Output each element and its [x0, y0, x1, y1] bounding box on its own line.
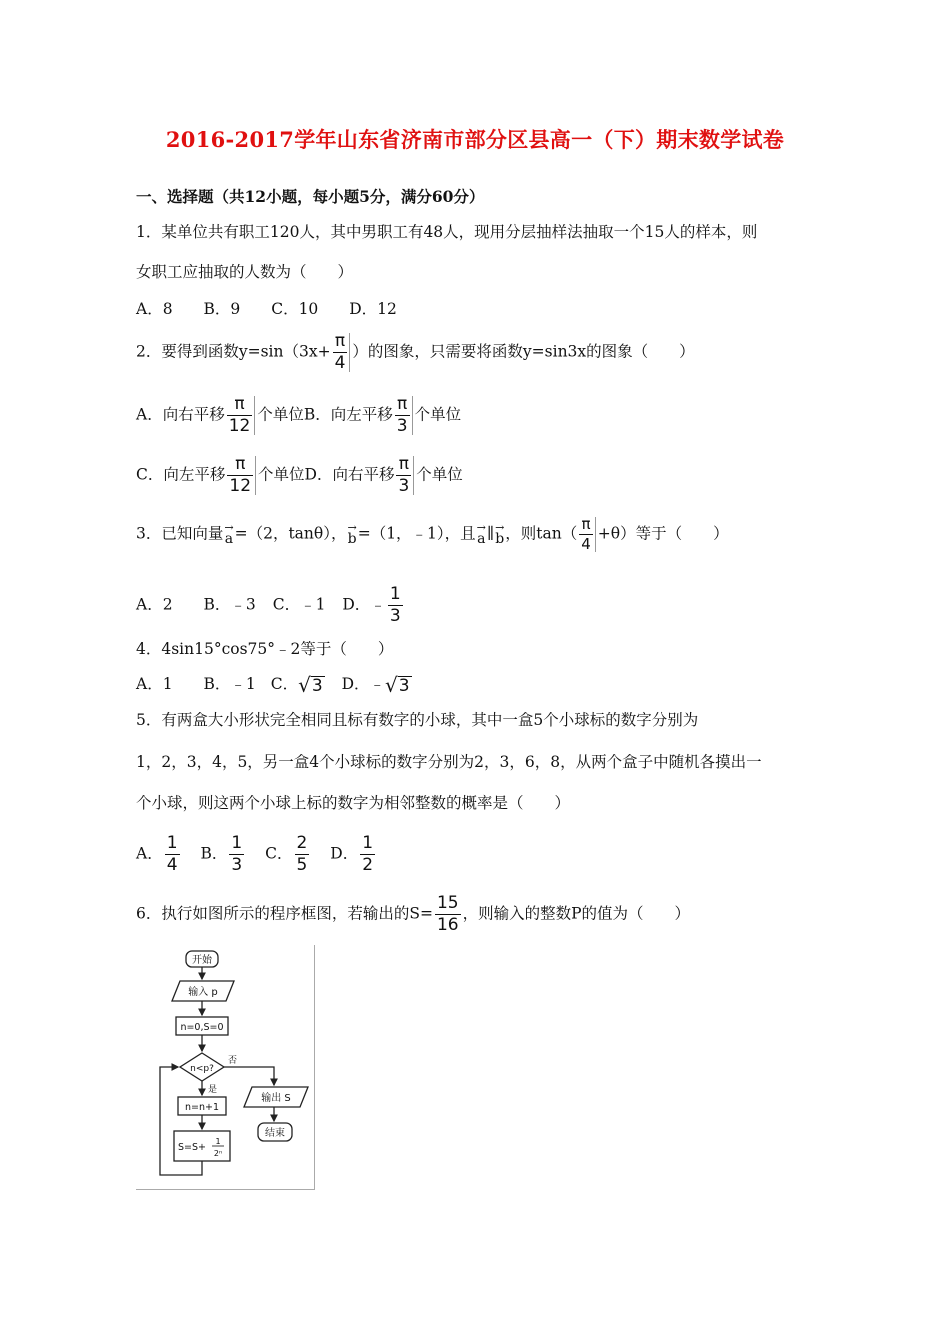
condition-label: n<p?	[190, 1064, 214, 1074]
q3-vector-a-value: =（2，tanθ），	[234, 524, 347, 543]
q5-option-c-fraction	[295, 835, 310, 874]
parallel-symbol: ∥	[486, 524, 495, 543]
question-3-options	[136, 586, 405, 625]
q4-option-c: C．	[270, 675, 299, 693]
question-5-line-3: 个小球，则这两个小球上标的数字为相邻整数的概率是（ ）	[136, 794, 571, 812]
frac-den: 3	[231, 855, 243, 875]
step-sum-numerator: 1	[215, 1137, 221, 1146]
radicand: 3	[311, 676, 323, 696]
frac-num: 1	[362, 833, 374, 853]
frac-num: π	[334, 331, 346, 351]
frac-num: 15	[436, 893, 459, 913]
frac-den: 4	[334, 353, 346, 373]
frac-num: π	[397, 394, 408, 414]
q3-option-d: D．﹣	[342, 595, 386, 614]
no-label: 否	[228, 1056, 238, 1066]
q2-option-d: D．向右平移	[304, 465, 395, 484]
q3-option-c: C．﹣1	[272, 595, 326, 614]
step-sum-label: S=S+	[178, 1142, 206, 1153]
step-sum-denominator: 2ⁿ	[213, 1149, 223, 1158]
frac-num: 2	[296, 833, 308, 853]
q4-option-d: D．﹣	[341, 675, 386, 693]
question-4-options	[136, 674, 412, 695]
frac-den: 3	[389, 606, 401, 626]
question-6-stem	[136, 895, 690, 934]
q4-option-b: B．﹣1	[203, 675, 256, 693]
question-1-options	[136, 299, 397, 319]
frac-num: π	[398, 454, 409, 474]
q3-option-d-fraction	[388, 586, 403, 625]
frac-den: 4	[581, 535, 591, 553]
section-heading: 一、选择题（共12小题，每小题5分，满分60分）	[136, 187, 485, 206]
question-5-line-1: 5．有两盒大小形状完全相同且标有数字的小球，其中一盒5个小球标的数字分别为	[136, 711, 699, 729]
q5-option-c: C．	[265, 844, 293, 863]
q3-option-a: A．2	[136, 595, 173, 614]
question-4-stem: 4．4sin15°cos75°﹣2等于（ ）	[136, 640, 394, 658]
q1-option-a: A．8	[136, 300, 173, 318]
question-2-options-cd	[136, 456, 463, 495]
q5-option-b-fraction	[229, 835, 244, 874]
q2-option-b-fraction	[395, 396, 413, 435]
program-flowchart	[136, 945, 315, 1190]
frac-num: π	[235, 454, 246, 474]
q2-option-c: C．向左平移	[136, 465, 226, 484]
q2-fraction	[333, 333, 351, 372]
question-2-stem	[136, 333, 695, 372]
frac-den: 5	[296, 855, 308, 875]
init-label: n=0,S=0	[180, 1022, 224, 1033]
q2-option-b-unit: 个单位	[414, 405, 462, 424]
question-2-options-ab	[136, 396, 461, 435]
vector-a-label: a	[477, 531, 486, 547]
frac-den: 12	[229, 476, 252, 496]
frac-num: 1	[166, 833, 178, 853]
q5-option-a: A．	[136, 844, 163, 863]
question-5-line-2: 1，2，3，4，5，另一盒4个小球标的数字分别为2，3，6，8，从两个盒子中随机各摸出一	[136, 753, 762, 771]
q2-option-a-fraction	[227, 396, 256, 435]
flowchart-svg	[136, 945, 314, 1189]
q2-option-c-fraction	[227, 456, 256, 495]
frac-num: 1	[231, 833, 243, 853]
q3-vector-b-value: =（1，﹣1），且	[357, 524, 476, 543]
q5-option-a-fraction	[165, 835, 180, 874]
vector-b-label: b	[347, 531, 357, 547]
q6-stem-pre: 6．执行如图所示的程序框图，若输出的S=	[136, 904, 433, 923]
frac-den: 4	[166, 855, 178, 875]
q2-stem-post: ）的图象，只需要将函数y=sin3x的图象（ ）	[352, 342, 695, 361]
q5-option-d: D．	[330, 844, 359, 863]
q6-stem-post: ，则输入的整数P的值为（ ）	[462, 904, 691, 923]
vector-b: → b	[347, 521, 357, 547]
vector-a: → a	[224, 521, 234, 547]
frac-den: 2	[362, 855, 374, 875]
question-1-line-2: 女职工应抽取的人数为（ ）	[136, 263, 354, 281]
yes-label: 是	[208, 1085, 218, 1095]
q2-option-d-fraction	[396, 456, 414, 495]
q5-option-d-fraction	[360, 835, 375, 874]
q2-option-c-unit: 个单位	[258, 465, 305, 484]
q1-option-c: C．10	[271, 300, 319, 318]
q5-option-b: B．	[200, 844, 228, 863]
sqrt-symbol: √ 3	[298, 673, 323, 697]
vector-a-label: a	[224, 531, 234, 547]
q3-stem-pre: 3．已知向量	[136, 524, 224, 543]
q2-stem-pre: 2．要得到函数y=sin（3x+	[136, 342, 331, 361]
frac-den: 3	[398, 476, 410, 496]
end-label: 结束	[265, 1128, 285, 1139]
no-branch-arrow	[224, 1067, 274, 1085]
q3-option-b: B．﹣3	[203, 595, 256, 614]
frac-den: 12	[228, 416, 251, 436]
sqrt-symbol: √ 3	[385, 673, 410, 697]
frac-num: 1	[389, 584, 401, 604]
output-label: 输出 S	[261, 1093, 291, 1104]
page-title: 2016-2017学年山东省济南市部分区县高一（下）期末数学试卷	[165, 127, 785, 152]
vector-b-label: b	[495, 531, 505, 547]
question-5-options	[136, 835, 377, 874]
q1-option-d: D．12	[349, 300, 397, 318]
start-label: 开始	[192, 955, 212, 966]
input-label: 输入 p	[188, 987, 218, 998]
q1-option-b: B．9	[203, 300, 241, 318]
step-increment-label: n=n+1	[184, 1102, 220, 1113]
q2-option-b: B．向左平移	[303, 405, 393, 424]
q2-option-a: A．向右平移	[136, 405, 225, 424]
q3-stem-post: +θ）等于（ ）	[597, 524, 729, 543]
vector-b: → b	[495, 521, 505, 547]
radicand: 3	[398, 676, 410, 696]
frac-num: π	[234, 394, 245, 414]
frac-den: 3	[396, 416, 408, 436]
loop-back-arrow	[160, 1067, 202, 1175]
frac-num: π	[581, 515, 591, 533]
q3-fraction	[579, 517, 596, 552]
q2-option-a-unit: 个单位	[257, 405, 304, 424]
vector-a: → a	[476, 521, 486, 547]
q2-option-d-unit: 个单位	[416, 465, 463, 484]
question-1-line-1: 1．某单位共有职工120人，其中男职工有48人，现用分层抽样法抽取一个15人的样本，则	[136, 223, 758, 241]
q6-fraction	[435, 895, 461, 934]
q4-option-a: A．1	[136, 675, 173, 693]
frac-den: 16	[436, 915, 459, 935]
question-3-stem	[136, 517, 729, 552]
q3-then: ，则tan（	[505, 524, 578, 543]
